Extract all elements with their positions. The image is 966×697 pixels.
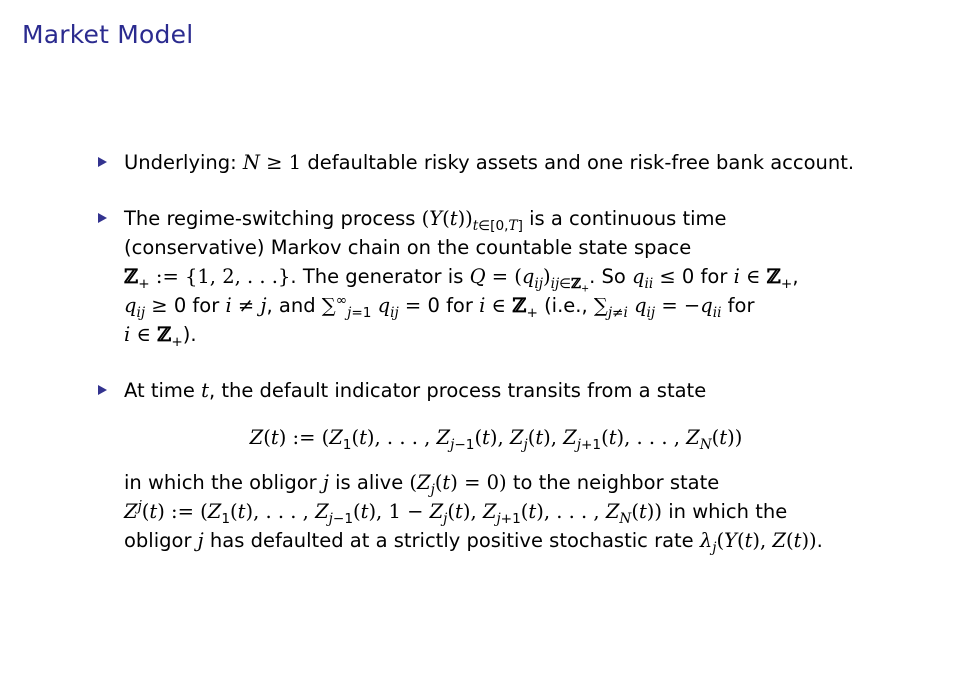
bullet-line: $q_{ij} \ge 0$ for i ≠ j, and $\sum^\infty_{j=1}$ $q_{ij} = 0$ for i ∈ ℤ$_+$ (i.e., $\sum_{j\ne i}$ $q_{ij} = -q_{ii}$ for	[124, 292, 755, 321]
slide-title: Market Model	[22, 20, 194, 49]
bullet-item-underlying	[98, 148, 928, 177]
bullet-line: Underlying: N ≥ 1 defaultable risky assets and one risk-free bank account.	[124, 151, 855, 174]
bullet-line: (conservative) Markov chain on the countable state space	[124, 236, 692, 259]
bullet-line: $Z^j(t)$ := ($Z_1(t)$, . . . , $Z_{j-1}(t)$, $1 - Z_j(t)$, $Z_{j+1}(t)$, . . . , $Z_N(t)$) in which the	[124, 498, 788, 527]
bullet-line: obligor j has defaulted at a strictly positive stochastic rate $\lambda_j(Y(t)$, Z(t)).	[124, 529, 823, 556]
bullet-line: ℤ$_+$ := {1, 2, . . .}. The generator is $Q = (q_{ij})_{ij\in ℤ_+}$. So $q_{ii} \le 0$ for i ∈ ℤ$_+$,	[124, 265, 799, 295]
bullet-item-default-indicator	[98, 376, 928, 555]
bullet-line: in which the obligor j is alive $(Z_j(t) = 0)$ to the neighbor state	[124, 471, 720, 498]
triangle-bullet-icon	[98, 385, 107, 395]
bullet-line: The regime-switching process $(Y(t))_{t\in[0,T]}$ is a continuous time	[124, 207, 727, 234]
bullet-line: At time t, the default indicator process transits from a state	[124, 379, 707, 402]
display-equation: Z(t) := ($Z_1(t)$, . . . , $Z_{j-1}(t)$, $Z_j(t)$, $Z_{j+1}(t)$, . . . , $Z_N(t)$)	[249, 426, 743, 453]
triangle-bullet-icon	[98, 213, 107, 223]
bullet-line: i ∈ ℤ$_+$).	[124, 323, 197, 350]
bullet-item-regime-switching	[98, 204, 928, 349]
triangle-bullet-icon	[98, 157, 107, 167]
bullet-list	[98, 148, 928, 555]
